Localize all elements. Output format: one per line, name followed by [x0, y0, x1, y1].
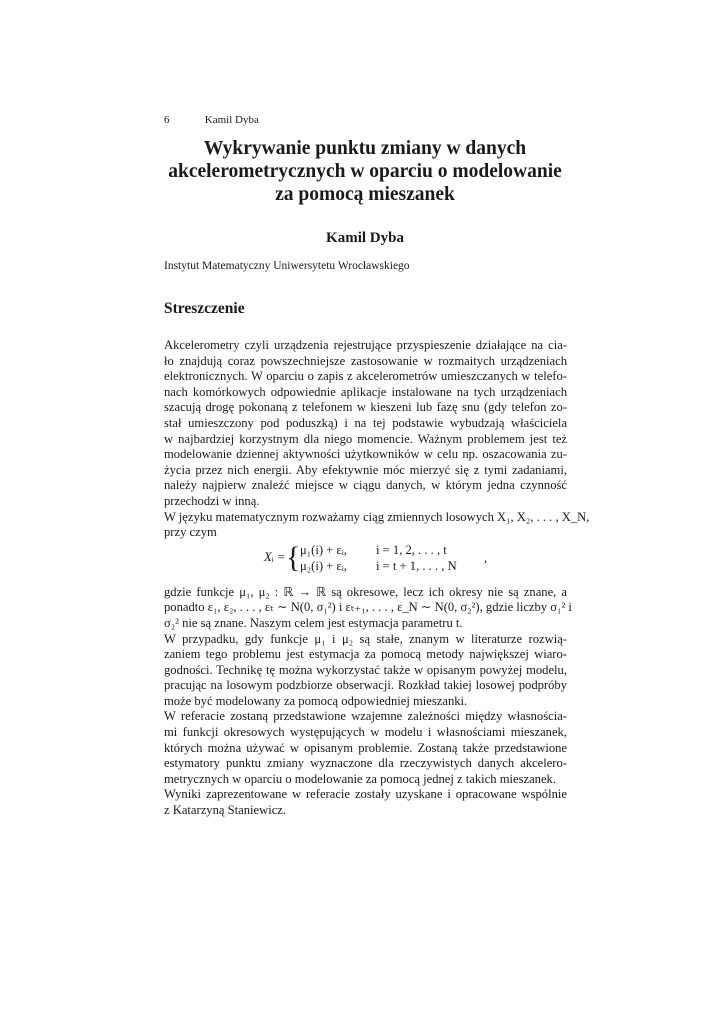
paragraph-6: [164, 787, 567, 818]
paragraph-2: [164, 509, 590, 541]
text-line: z Katarzyną Staniewicz.: [164, 803, 287, 818]
text-line: pracując na losowym podzbiorze obserwacji. Rozkład takiej losowej podpróby: [164, 678, 567, 693]
text-line: nach komórkowych odpowiednie aplikacje instalowane na tych urządzeniach: [164, 384, 567, 399]
text-line: estymatory punktu zmiany wyznaczone dla rzeczywistych danych akcelero-: [164, 756, 567, 771]
page-number: 6: [164, 114, 170, 126]
text-line: szacują drogę pokonaną z telefonem w kieszeni lub fazę snu (gdy telefon zo-: [164, 400, 567, 415]
running-header: [164, 114, 259, 126]
paragraph-1: [164, 338, 567, 510]
text-line: metrycznych w oparciu o modelowanie za pomocą jednej z takich mieszanek.: [164, 771, 556, 786]
text-line: mi funkcji okresowych występujących w modelu i własnościami mieszanek,: [164, 725, 567, 740]
text-line: których można używać w opisanym problemie. Zostaną także przedstawione: [164, 740, 567, 755]
text-line: Wyniki zaprezentowane w referacie zostały uzyskane i opracowane wspólnie: [164, 787, 567, 802]
title-line: akcelerometrycznych w oparciu o modelowanie: [168, 161, 562, 182]
paragraph-4: [164, 632, 567, 710]
title-line: Wykrywanie punktu zmiany w danych: [203, 138, 527, 159]
equation-case-1: μ₁(i) + εᵢ,: [300, 542, 347, 557]
text-line: elektronicznych. W oparciu o zapis z akcelerometrów umieszczanych w telefo-: [164, 369, 567, 384]
text-line: W przypadku, gdy funkcje μ₁ i μ₂ są stałe, znanym w literaturze rozwią-: [164, 631, 567, 646]
title-line: za pomocą mieszanek: [275, 184, 455, 205]
text-line: może być modelowany za pomocą odpowiedniej mieszanki.: [164, 693, 468, 708]
text-line: Akcelerometry czyli urządzenia rejestrujące przyspieszenie działające na cia-: [164, 338, 567, 352]
text-line: ło znajdują coraz powszechniejsze zastosowanie w rozmaitych urządzeniach: [164, 353, 567, 368]
text-line: W referacie zostaną przedstawione wzajemne zależności między własnościa-: [164, 709, 567, 724]
text-line: stał umieszczony pod poduszką) i na tej podstawie wybudzają właściciela: [164, 415, 567, 430]
text-line: σ₂² nie są znane. Naszym celem jest estymacja parametru t.: [164, 615, 463, 630]
left-brace-icon: {: [286, 540, 301, 574]
abstract-body: [164, 338, 590, 819]
equation-trailing: ,: [484, 550, 488, 565]
text-line: przy czym: [164, 525, 217, 540]
piecewise-equation: [164, 540, 567, 579]
paragraph-5: [164, 709, 567, 787]
running-author: Kamil Dyba: [204, 114, 259, 126]
author-name: Kamil Dyba: [326, 230, 404, 246]
equation-condition-1: i = 1, 2, . . . , t: [376, 542, 447, 557]
paragraph-3: [164, 584, 572, 632]
section-heading: Streszczenie: [164, 300, 245, 317]
text-line: należy najpierw znaleźć miejsce w ciągu danych, w którym jedna czynność: [164, 478, 567, 493]
equation-condition-2: i = t + 1, . . . , N: [376, 558, 457, 573]
paper-title: [130, 137, 600, 206]
text-line: modelowanie dziennej aktywności użytkowników w celu np. oszacowania zu-: [164, 447, 567, 462]
affiliation: Instytut Matematyczny Uniwersytetu Wrocławskiego: [164, 260, 410, 272]
equation-case-2: μ₂(i) + εᵢ,: [300, 558, 347, 573]
text-line: godności. Technikę tę można wykorzystać także w opisanym powyżej modelu,: [164, 662, 567, 677]
text-line: przechodzi w inną.: [164, 493, 260, 508]
text-line: W języku matematycznym rozważamy ciąg zmiennych losowych X₁, X₂, . . . , X_N,: [164, 509, 590, 524]
equation-lhs: Xᵢ =: [264, 549, 286, 564]
text-line: w najbardziej korzystnym dla niego momencie. Ważnym problemem jest też: [164, 431, 567, 446]
text-line: życia przez nich energii. Aby efektywnie móc mierzyć się z tymi zadaniami,: [164, 462, 567, 477]
text-line: gdzie funkcje μ₁, μ₂ : ℝ → ℝ są okresowe, lecz ich okresy nie są znane, a: [164, 584, 567, 599]
text-line: zaniem tego problemu jest estymacja za pomocą metody największej wiaro-: [164, 647, 567, 662]
text-line: ponadto ε₁, ε₂, . . . , εₜ ∼ N(0, σ₁²) i εₜ₊₁, . . . , ε_N ∼ N(0, σ₂²), gdzie liczby σ₁² i: [164, 600, 572, 615]
